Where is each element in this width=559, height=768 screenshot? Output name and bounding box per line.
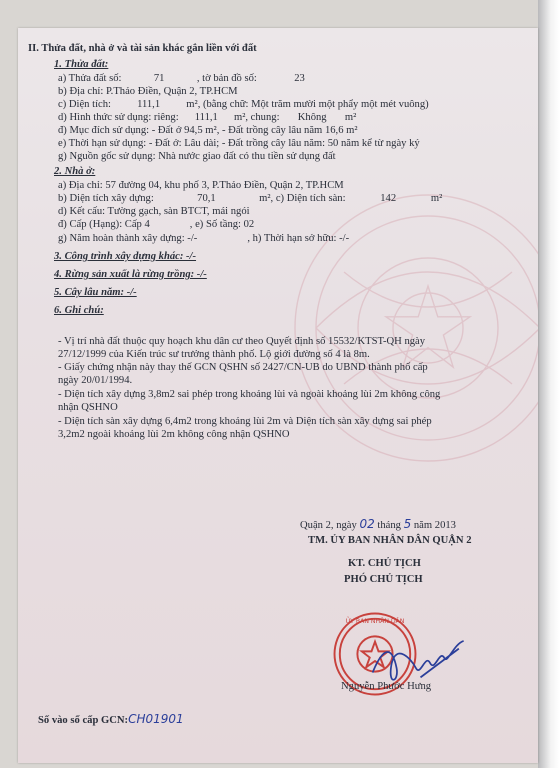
house-grade: đ) Cấp (Hạng): Cấp 4 , e) Số tầng: 02 (58, 219, 255, 230)
perennial-trees: 5. Cây lâu năm: -/- (54, 287, 137, 298)
note-line: - Diện tích xây dựng 3,8m2 sai phép trong khoảng lùi và ngoài khoảng lùi 2m không công (58, 389, 441, 400)
note-line: 27/12/1999 của Kiến trúc sư trưởng thành phố. Lộ giới đường số 4 là 8m. (58, 349, 370, 360)
note-line: - Giấy chứng nhận này thay thế GCN QSHN số 2427/CN-UB do UBND thành phố cấp (58, 362, 428, 373)
land-origin: g) Nguồn gốc sử dụng: Nhà nước giao đất có thu tiền sử dụng đất (58, 151, 336, 162)
note-line: nhận QSHNO (58, 402, 118, 413)
signer-role-2: PHÓ CHỦ TỊCH (344, 574, 423, 585)
house-area: b) Diện tích xây dựng: 70,1 m², c) Diện tích sàn: 142 m² (58, 193, 443, 204)
seal-text: ỦY BAN NHÂN DÂN (345, 618, 405, 626)
other-construction: 3. Công trình xây dựng khác: -/- (54, 251, 197, 262)
signer-role-1: KT. CHỦ TỊCH (348, 558, 421, 569)
certificate-page (18, 28, 538, 763)
house-completion: g) Năm hoàn thành xây dựng: -/- , h) Thời hạn sở hữu: -/- (58, 233, 350, 244)
note-line: 3,2m2 ngoài khoảng lùi 2m không công nhận QSHNO (58, 429, 290, 440)
house-address: a) Địa chỉ: 57 đường 04, khu phố 3, P.Thảo Điền, Quận 2, TP.HCM (58, 180, 344, 191)
note-line: ngày 20/01/1994. (58, 375, 133, 386)
plantation-forest: 4. Rừng sản xuất là rừng trồng: -/- (54, 269, 207, 280)
land-heading: 1. Thửa đất: (54, 59, 109, 70)
house-heading: 2. Nhà ở: (54, 166, 96, 177)
signer-name: Nguyễn Phước Hưng (341, 681, 432, 692)
land-address: b) Địa chỉ: P.Thảo Điền, Quận 2, TP.HCM (58, 86, 238, 97)
land-usage-form: d) Hình thức sử dụng: riêng: 111,1 m², chung: Không m² (58, 112, 357, 123)
note-line: - Vị trí nhà đất thuộc quy hoạch khu dân cư theo Quyết định số 15532/KTST-QH ngày (58, 336, 426, 347)
section-title: II. Thửa đất, nhà ở và tài sản khác gắn liền với đất (28, 43, 257, 54)
note-line: - Diện tích sàn xây dựng 6,4m2 trong khoảng lùi 2m và Diện tích sàn xây dựng sai phép (58, 416, 432, 427)
land-parcel-number: a) Thửa đất số: 71 , tờ bản đồ số: 23 (58, 73, 305, 84)
land-area: c) Diện tích: 111,1 m², (bằng chữ: Một trăm mười một phẩy một mét vuông) (58, 99, 429, 110)
land-term: e) Thời hạn sử dụng: - Đất ở: Lâu dài; - Đất trồng cây lâu năm: 50 năm kể từ ngày ký (58, 138, 420, 149)
issuing-authority: TM. ỦY BAN NHÂN DÂN QUẬN 2 (308, 535, 472, 546)
land-purpose: đ) Mục đích sử dụng: - Đất ở 94,5 m², - Đất trồng cây lâu năm 16,6 m² (58, 125, 358, 136)
house-structure: d) Kết cấu: Tường gạch, sàn BTCT, mái ngói (58, 206, 250, 217)
issue-date: Quận 2, ngày 02 tháng 5 năm 2013 (300, 517, 456, 531)
notes-heading: 6. Ghi chú: (54, 305, 104, 316)
adjacent-page-edge (538, 0, 559, 768)
registry-number: Số vào sổ cấp GCN:CH01901 (38, 712, 184, 726)
